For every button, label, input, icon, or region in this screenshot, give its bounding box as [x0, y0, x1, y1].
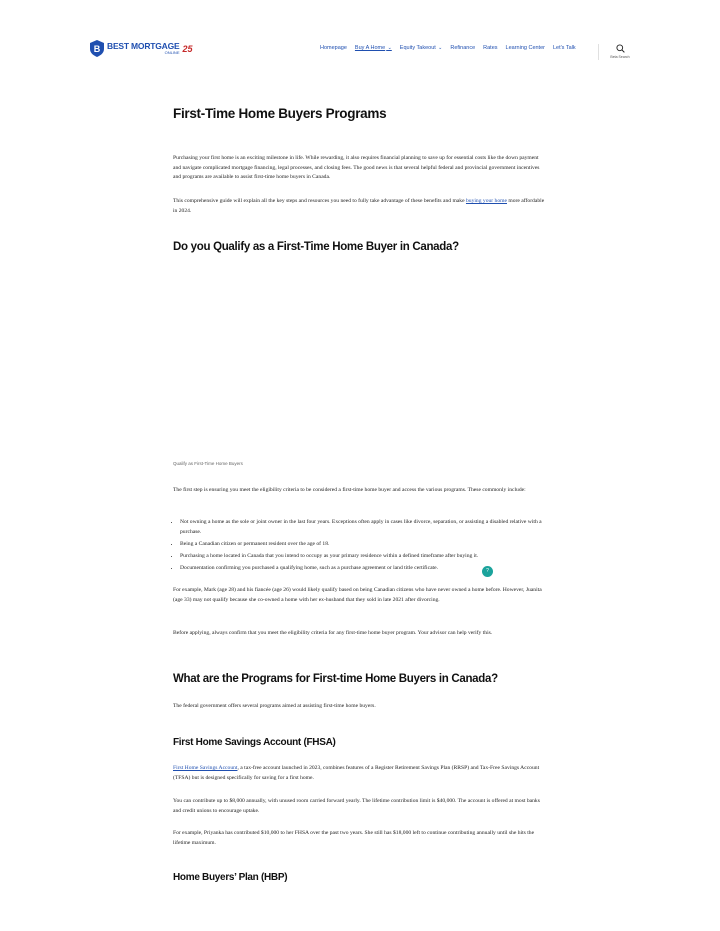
- programs-section: [173, 673, 545, 685]
- hbp-section: [173, 872, 545, 883]
- nav-label: Equity Takeout: [399, 45, 436, 51]
- nav-label: Rates: [483, 45, 498, 51]
- nav-label: Buy A Home: [354, 45, 386, 51]
- list-item: • Purchasing a home located in Canada that you intend to occupy as your primary residence within a defined timeframe after buying it.: [180, 552, 545, 562]
- brand-text: [107, 42, 180, 56]
- fhsa-heading: First Home Savings Account (FHSA): [173, 737, 336, 748]
- article: [173, 106, 545, 121]
- programs-intro-box: [173, 702, 545, 712]
- nav-rates[interactable]: [483, 45, 497, 51]
- programs-heading: What are the Programs for First-time Home Buyers in Canada?: [173, 673, 498, 685]
- nav-equity-takeout[interactable]: [400, 45, 443, 51]
- help-button[interactable]: ?: [482, 566, 493, 577]
- fhsa-p3: For example, Priyanka has contributed $10,000 to her FHSA over the past two years. She still has $18,000 left to continue contributing annually until she hits the lifetime maximum.: [173, 830, 535, 846]
- search-label: Beta Search: [610, 55, 630, 59]
- brand-name: BEST MORTGAGE: [107, 40, 180, 51]
- site-header: [0, 0, 720, 80]
- qualify-intro: The first step is ensuring you meet the eligibility criteria to be considered a first-time home buyer and access the various programs. These commonly include:: [173, 487, 526, 493]
- intro-2-text: This comprehensive guide will explain all the key steps and resources you need to fully take advantage of these benefits and make: [173, 198, 466, 204]
- fhsa-p2: You can contribute up to $8,000 annually, with unused room carried forward yearly. The lifetime contribution limit is $40,000. The account is offered at most banks and credit unions to encourage uptake.: [173, 798, 540, 814]
- programs-intro: The federal government offers several programs aimed at assisting first-time home buyers.: [173, 703, 376, 709]
- intro-paragraph-2: [173, 197, 545, 216]
- nav-buy-a-home[interactable]: [355, 45, 392, 51]
- nav-lets-talk[interactable]: [553, 45, 576, 51]
- list-item: • Documentation confirming you purchased a qualifying home, such as a purchase agreement or land title certificate.: [180, 564, 545, 574]
- criteria-list: [173, 518, 545, 573]
- before-applying: Before applying, always confirm that you meet the eligibility criteria for any first-time home buyer program. Your advisor can help verify this.: [173, 630, 493, 636]
- page-title: First-Time Home Buyers Programs: [173, 106, 387, 121]
- qualify-intro-box: [173, 486, 545, 496]
- example-1-box: [173, 586, 545, 605]
- fhsa-section: [173, 737, 545, 748]
- nav-label: Refinance: [450, 45, 476, 51]
- chevron-down-icon: ⌄: [436, 45, 443, 51]
- fhsa-p1: [173, 764, 545, 783]
- svg-text:B: B: [93, 44, 101, 54]
- hbp-heading: Home Buyers’ Plan (HBP): [173, 872, 288, 883]
- nav-homepage[interactable]: [320, 45, 347, 51]
- main-nav: [320, 45, 576, 51]
- shield-logo-icon: [90, 40, 104, 57]
- list-item: • Not owning a home as the sole or joint owner in the last four years. Exceptions often apply in cases like divorce, separation, or assisting a disabled relative with a purchase.: [180, 518, 545, 537]
- nav-refinance[interactable]: [450, 45, 475, 51]
- qualify-section: [173, 241, 545, 253]
- nav-label: Let's Talk: [552, 45, 576, 51]
- example-1: For example, Mark (age 28) and his fiancée (age 26) would likely qualify based on being Canadian citizens who have never owned a home before. However, Juanita (age 33) may not qualify because she co-owned a home with her ex-husband that they sold in late 2021 after divorcing.: [173, 587, 542, 603]
- list-item: • Being a Canadian citizen or permanent resident over the age of 18.: [180, 540, 545, 550]
- fhsa-p1-text: , a tax-free account launched in 2023, combines features of a Register Retirement Savings Plan (RRSP) and Tax-Free Savings Account (TFSA) but is designed specifically for saving for a first home.: [173, 765, 540, 781]
- fhsa-link[interactable]: First Home Savings Account: [173, 765, 238, 771]
- anniversary-badge: 25: [182, 43, 193, 54]
- fhsa-p2-box: [173, 797, 545, 816]
- fhsa-p3-box: [173, 829, 545, 848]
- nav-label: Homepage: [320, 45, 347, 51]
- chevron-down-icon: ⌄: [386, 45, 392, 51]
- buying-your-home-link[interactable]: buying your home: [465, 198, 507, 204]
- nav-learning-center[interactable]: [506, 45, 545, 51]
- before-applying-box: [173, 629, 545, 639]
- qualify-heading: Do you Qualify as a First-Time Home Buyer in Canada?: [173, 241, 459, 253]
- search-button[interactable]: [606, 44, 634, 59]
- nav-label: Learning Center: [505, 45, 545, 51]
- image-caption-box: [173, 461, 545, 466]
- brand-sub: ONLINE: [164, 50, 180, 56]
- intro-text-2: [173, 197, 545, 216]
- intro-2-tail: more affordable in 2024.: [173, 198, 545, 214]
- image-caption: Qualify as First-Time Home Buyers: [173, 461, 243, 466]
- intro-paragraph-1: [173, 154, 545, 183]
- nav-divider: [598, 44, 599, 60]
- intro-text: Purchasing your first home is an exciting milestone in life. While rewarding, it also requires financial planning to save up for essential costs like the down payment and navigate complicated mortgage financing, legal processes, and closing fees. The good news is that several helpful federal and provincial government incentives and programs are available to assist first-time home buyers in Canada.: [173, 155, 540, 180]
- search-icon: [616, 44, 625, 53]
- fhsa-p1-box: [173, 764, 545, 783]
- site-logo[interactable]: [90, 40, 193, 57]
